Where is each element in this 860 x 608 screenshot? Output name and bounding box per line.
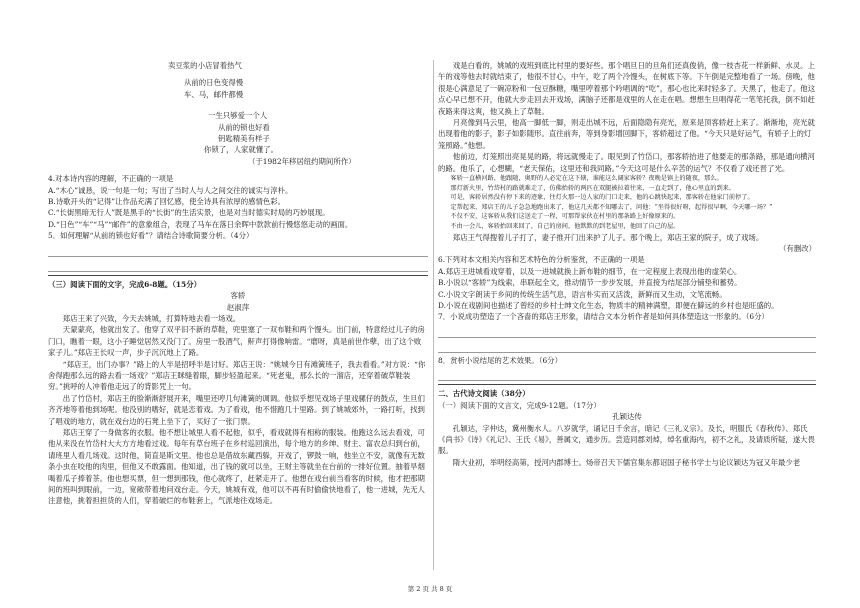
q6-option: C.小说文字朗读于乡间的传统生活气息，语言朴实而又活泼，新鲜而又生动，文笔流畅。 <box>438 289 727 299</box>
story-title: 客轿 <box>230 291 246 301</box>
story-paragraph: 月亮像到马云里，他高一脚低一脚，则走出城不远，后面隐隐有亮光，原来是顶客轿赶上来了。渐渐地，亮光就出现着他的影子，影子如影随形。直往前奔，等到身影增回脚下，客轿超过了他。“今天只是好运气，有轿子上的灯笼照路。”他想。 <box>438 118 815 150</box>
poem-line: 一生只够爱一个人 <box>208 111 268 121</box>
story-paragraph-small: 不由一会儿，客轿抬回来回了，自己的房间，他默默的到老屋里，他回了自己的屋。 <box>450 223 680 231</box>
q5: 5．如何理解“从前的锁也好看”？请结合诗歌简要分析。（4分） <box>48 231 254 241</box>
story-paragraph-small: 那灯新火里，竹岱村的路就难走了，仿佛抬轿的两匹在双腿被拉着往来，一直走到了，他心里直的到来。 <box>450 184 736 192</box>
q8: 8．赏析小说结尾的艺术效果。（6分） <box>438 355 562 365</box>
page-footer: 第 2 页 共 8 页 <box>407 585 453 593</box>
q7: 7．小说成功塑造了一个吝啬的郑店王形象，请结合文本分析作者是如何具体塑造这一形象的。（6分） <box>438 312 769 322</box>
story-paragraph: 他前边，灯笼照出亮晃晃的路，将远就慢走了。眼见到了竹岱口，那客轿抬进了他要走的那条路，那是通向横河的路。他乐了，心想糊，“老天保佑，这里还和我同路。”今天这可是什么辛苦的运气？不仅看了戏还晋了光。 <box>438 152 815 173</box>
q6-option: B.小说以“客轿”为线索，串联起全文，推动情节一步步发展，并直接为结尾部分铺垫和蓄势。 <box>438 278 742 288</box>
answer-line[interactable] <box>438 368 816 381</box>
q6-title: 6.下列对本文相关内容和艺术特色的分析鉴赏，不正确的一项是 <box>438 255 645 265</box>
q4-title: 4.对本诗内容的理解，不正确的一项是 <box>48 174 174 184</box>
poem-line: 从前的日色变得慢 <box>184 78 244 88</box>
story-paragraph: 出了竹岱村，郑店王的脸渐渐舒展开来，嘴里还哼几句滩簧的调调。他似乎想见戏场子里戏骡仔的鼓点，生旦们齐齐地等着他到场呢。他没别的嗜好，就是恋着戏。为了看戏，他不惜跑几十里路。到了姚城郊外，一路打听，找到了唱戏的地方，就在戏台边的石凳上坐下了，买好了一张门票。 <box>48 393 425 426</box>
q4-option: C.“长街黑暗无行人”既是黑手的“长街”的生活实景，也是对当时德实时局的巧妙展现。 <box>48 208 330 218</box>
poem-note: （于1982年移居纽约期间所作） <box>248 156 356 166</box>
section-rule <box>48 275 428 276</box>
q6-option: A.郑店王进城看戏穿着，以及一进城就换上新布鞋的细节，在一定程度上表现出他的虚荣心。 <box>438 266 742 276</box>
section2-sub: （一）阅读下面的文言文，完成9-12题。（17分） <box>438 400 601 410</box>
story-paragraph: 郑店王来了兴致，今天去姚城，打算特地去看一场戏。 <box>62 313 241 323</box>
story-paragraph-small: 不仅不安，这客轿从我们这送走了一程，可那帮家伙在村里的那条路上好像原来的。 <box>450 213 680 221</box>
left-column <box>48 60 428 507</box>
story-paragraph: “郑店王，出门办事？”路上的人半是招呼半是讨好。郑店王说：“姚城今日有滩簧班子，我去看看。”对方说：“你舍得跑那么远的路去看一场戏？”郑店王眯缝着眼，脚步轻盈起来。“死老鬼，那么长的一溜店，还穿着破草鞋装穷。”挑呼的人冲着他走远了的背影咒上一句。 <box>48 359 426 392</box>
answer-line[interactable] <box>438 340 816 353</box>
story-paragraph: 郑店王气得搜着儿子打了，妻子推开门出来护了儿子。那个晚上，郑店王家的院子，成了戏场。 <box>452 232 764 242</box>
poem-line: 从前的锁也好看 <box>218 122 270 132</box>
story-paragraph-small: 定帮起来，郑店王的儿子急急地跑出来了，他这几天都不知哪去了，问他：“坐得很好呀，起得很早啊，今天哪一场？” <box>450 203 773 211</box>
story-paragraph-small: 客轿一直横河路，他跟随，奥野的人必定在这下辖，谁能这么阔家客轿？夜晚是镇上的随夜，那么。 <box>450 175 723 183</box>
story-paragraph: 天蒙蒙亮，他就出发了。他穿了双平旧不新的草鞋，兜里塞了一双布鞋和两个馒头。出门前，特意经过儿子的房门口，瞧着一眼，这小子睡觉居然又没门了。房里一股酒气，鼾声打得像响雷。“磨呀，真是前世作孽，出了这个败家子儿。”郑店王长叹一声，步子沉沉地上了路。 <box>48 325 425 358</box>
q4-option: D.“日色”“车”“马”“邮件”的意象组合，表现了马车在落日余晖中款款前行慢悠悠走动的画面。 <box>48 219 353 229</box>
section2-title: 二、古代诗文阅读（38分） <box>438 389 530 399</box>
story-paragraph-small: 可是，客轿居然没有停下来的迹象，往灯火那一边人家的门口走来，他的心跳快起来，那客轿在他家门前停了。 <box>450 194 754 202</box>
answer-line[interactable] <box>438 325 816 338</box>
poem-line: 钥匙精美有样子 <box>218 134 270 144</box>
right-column <box>438 60 816 468</box>
q4-option: B.诗歌开头的“记得”让作品充满了回忆感，使全诗具有浓厚的感情色彩。 <box>48 197 286 207</box>
source-note: （有删改） <box>779 244 816 254</box>
classic-paragraph: 孔颖达，字仲达，冀州衡水人。八岁就学，诵记日千余言，暗记《三礼义宗》。及长，明服氏《春秋传》、郑氏《尚书》《诗》《礼记》、王氏《易》，善属文，通步历。尝造同郡刘焯，焯名重海内，初不之礼，及请质所疑，遂大畏服。 <box>438 423 815 456</box>
q4-option: A.“木心”诚恳，说一句是一句；写出了当时人与人之间交往的诚实与淳朴。 <box>48 185 293 195</box>
story-author: 赵淑萍 <box>226 302 250 312</box>
section-rule <box>438 384 816 385</box>
story-paragraph: 郑店王穿了一身做客的衣服。他不想让城里人看不起他，似乎，看戏就得有相称的服装。他跑这么远去看戏，可他从来没在竹岱村大大方方地看过戏。每年有草台班子在乡村巡回演出，每个地方的乡绅、财主、富农总归到台前，请班里人看几场戏。这时他，简直是斯文里。他也总是借故东藏西躲，开戏了，锣鼓一响，他坐立不安，就像有无数条小虫在咬他的肉里，但他又不敢露面。他知道，出了钱的就可以坐，王财主等就坐在台前的一排好位置。抽着旱烟喝着瓜子捧着茶。他也想买票，但一想到那钱，他心就疼了，赶紧走开了。他想在戏台前当看客的时候，他才把那期间的班叫到眼前，一边，宽敞带着地问戏台走。今天，姚城有戏，他可以不再有时偷偷快地看了，他一进城，先无人注意他，挑着担担货的人们，穿着破烂的布鞋套上，气派地往戏场走。 <box>48 427 425 506</box>
story-paragraph: 戏是白看的，姚城的戏班到底比村里的要好些。那个唱旦日的旦角们还真俊俏，像一枝杏花一样新鲜、水灵。上午的戏等他去时就结束了，他很不甘心，中午，吃了两个冷馒头，在树底下等。下午倒是完整地看了一场。傍晚，他很是心满意足了一碗凉粉和一包豆酥糖，嘴里哼着那个吟唱调的“吃”，那心也比来时轻多了。天黑了，他走了。他这点心早已想不开，他就大步走回去开戏场，满脑子还都是戏里的人在走在唱。想想生旦唱得花一笔笔托我，倒不如赶夜路来得这爽，他又换上了草鞋。 <box>438 61 816 116</box>
q6-option: D.小说在戏剧间也描述了曾经的乡村士绅文化生态，物质丰的精神满塑，即便在僻远的乡村也是旺盛的。 <box>438 301 779 311</box>
answer-line[interactable] <box>48 259 428 272</box>
classic-title: 孔颖达传 <box>612 412 642 422</box>
poem-line: 车、马，邮件都慢 <box>184 89 244 99</box>
poem-line: 你锁了，人家就懂了。 <box>204 145 278 155</box>
column-divider <box>433 60 434 570</box>
section3-title: （三）阅读下面的文字，完成6-8题。（15分） <box>48 279 201 289</box>
poem-title: 卖豆浆的小店冒着热气 <box>168 61 242 70</box>
answer-line[interactable] <box>48 244 428 257</box>
classic-paragraph: 隋大业初，举明经高第，授河内郡博士。炀帝召天下儒官集东都诏国子秘书学士与论议颖达为冠又年最少老 <box>452 457 801 467</box>
